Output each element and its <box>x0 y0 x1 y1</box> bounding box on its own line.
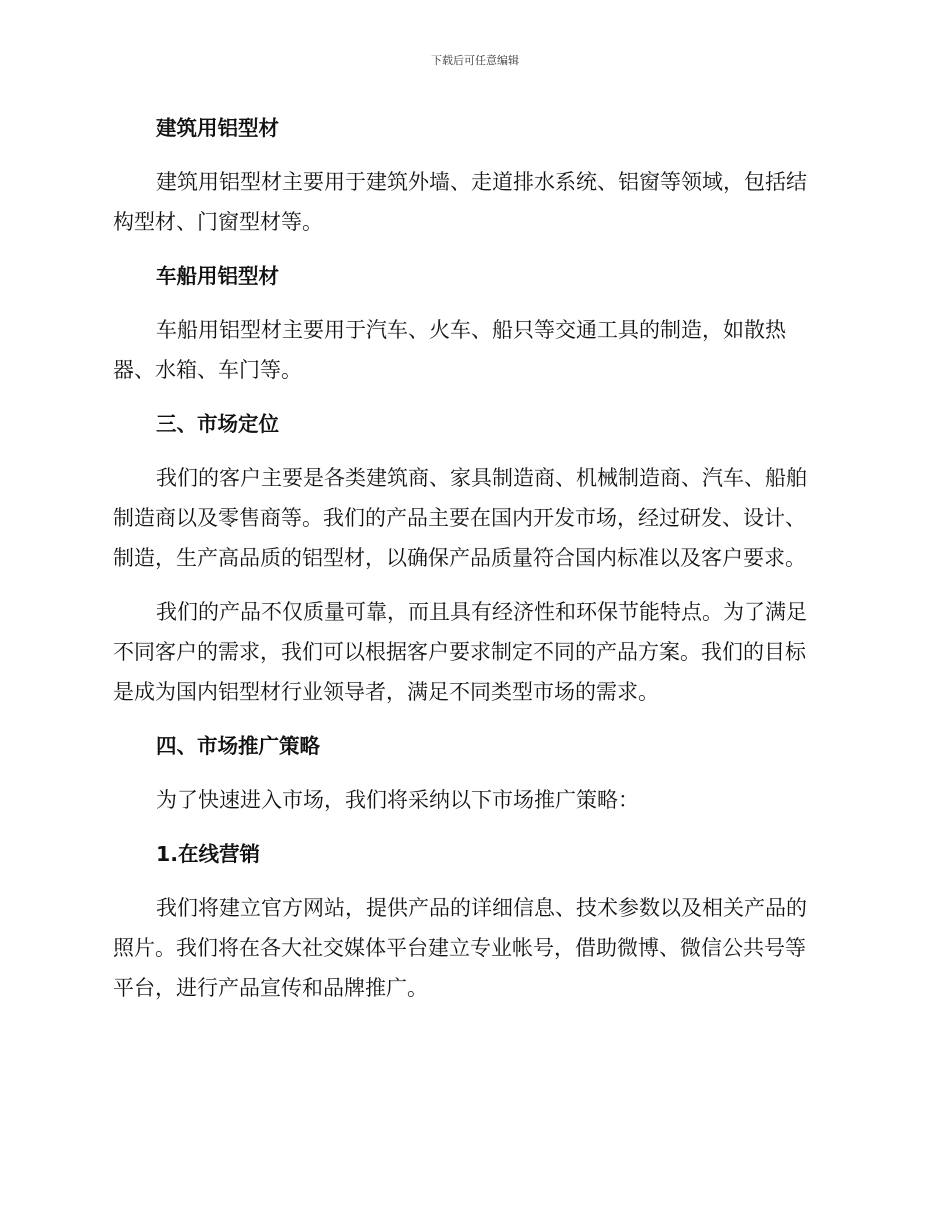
paragraph-vehicle-aluminum <box>113 310 835 390</box>
paragraph-line: 制造商以及零售商等。我们的产品主要在国内开发市场，经过研发、设计、 <box>113 506 806 530</box>
paragraph-line: 建筑用铝型材主要用于建筑外墙、走道排水系统、铝窗等领域，包括结 <box>156 170 807 194</box>
section-heading-vehicle-aluminum: 车船用铝型材 <box>156 264 279 288</box>
document-body <box>113 108 835 1008</box>
paragraph-line: 制造，生产高品质的铝型材，以确保产品质量符合国内标准以及客户要求。 <box>113 546 806 570</box>
paragraph-line: 平台，进行产品宣传和品牌推广。 <box>113 976 428 1000</box>
paragraph-line: 车船用铝型材主要用于汽车、火车、船只等交通工具的制造，如散热 <box>156 318 786 342</box>
section-heading-promotion-strategy: 四、市场推广策略 <box>156 734 320 758</box>
paragraph-customers <box>113 458 835 578</box>
section-heading-building-aluminum: 建筑用铝型材 <box>156 116 279 140</box>
section-heading-market-positioning: 三、市场定位 <box>156 412 279 436</box>
paragraph-online-marketing <box>113 888 835 1008</box>
paragraph-building-aluminum <box>113 162 835 242</box>
paragraph-product-goals <box>113 592 835 712</box>
paragraph-line: 照片。我们将在各大社交媒体平台建立专业帐号，借助微博、微信公共号等 <box>113 936 806 960</box>
paragraph-line: 器、水箱、车门等。 <box>113 358 302 382</box>
paragraph-line: 是成为国内铝型材行业领导者，满足不同类型市场的需求。 <box>113 680 659 704</box>
paragraph-line: 不同客户的需求，我们可以根据客户要求制定不同的产品方案。我们的目标 <box>113 640 806 664</box>
paragraph-line: 我们的产品不仅质量可靠，而且具有经济性和环保节能特点。为了满足 <box>156 600 807 624</box>
page-header: 下载后可任意编辑 <box>431 54 519 67</box>
paragraph-line: 构型材、门窗型材等。 <box>113 210 323 234</box>
paragraph-line: 我们将建立官方网站，提供产品的详细信息、技术参数以及相关产品的 <box>156 896 807 920</box>
paragraph-promotion-intro: 为了快速进入市场，我们将采纳以下市场推广策略： <box>156 788 639 812</box>
paragraph-line: 我们的客户主要是各类建筑商、家具制造商、机械制造商、汽车、船舶 <box>156 466 807 490</box>
section-heading-online-marketing: 1.在线营销 <box>156 842 261 866</box>
